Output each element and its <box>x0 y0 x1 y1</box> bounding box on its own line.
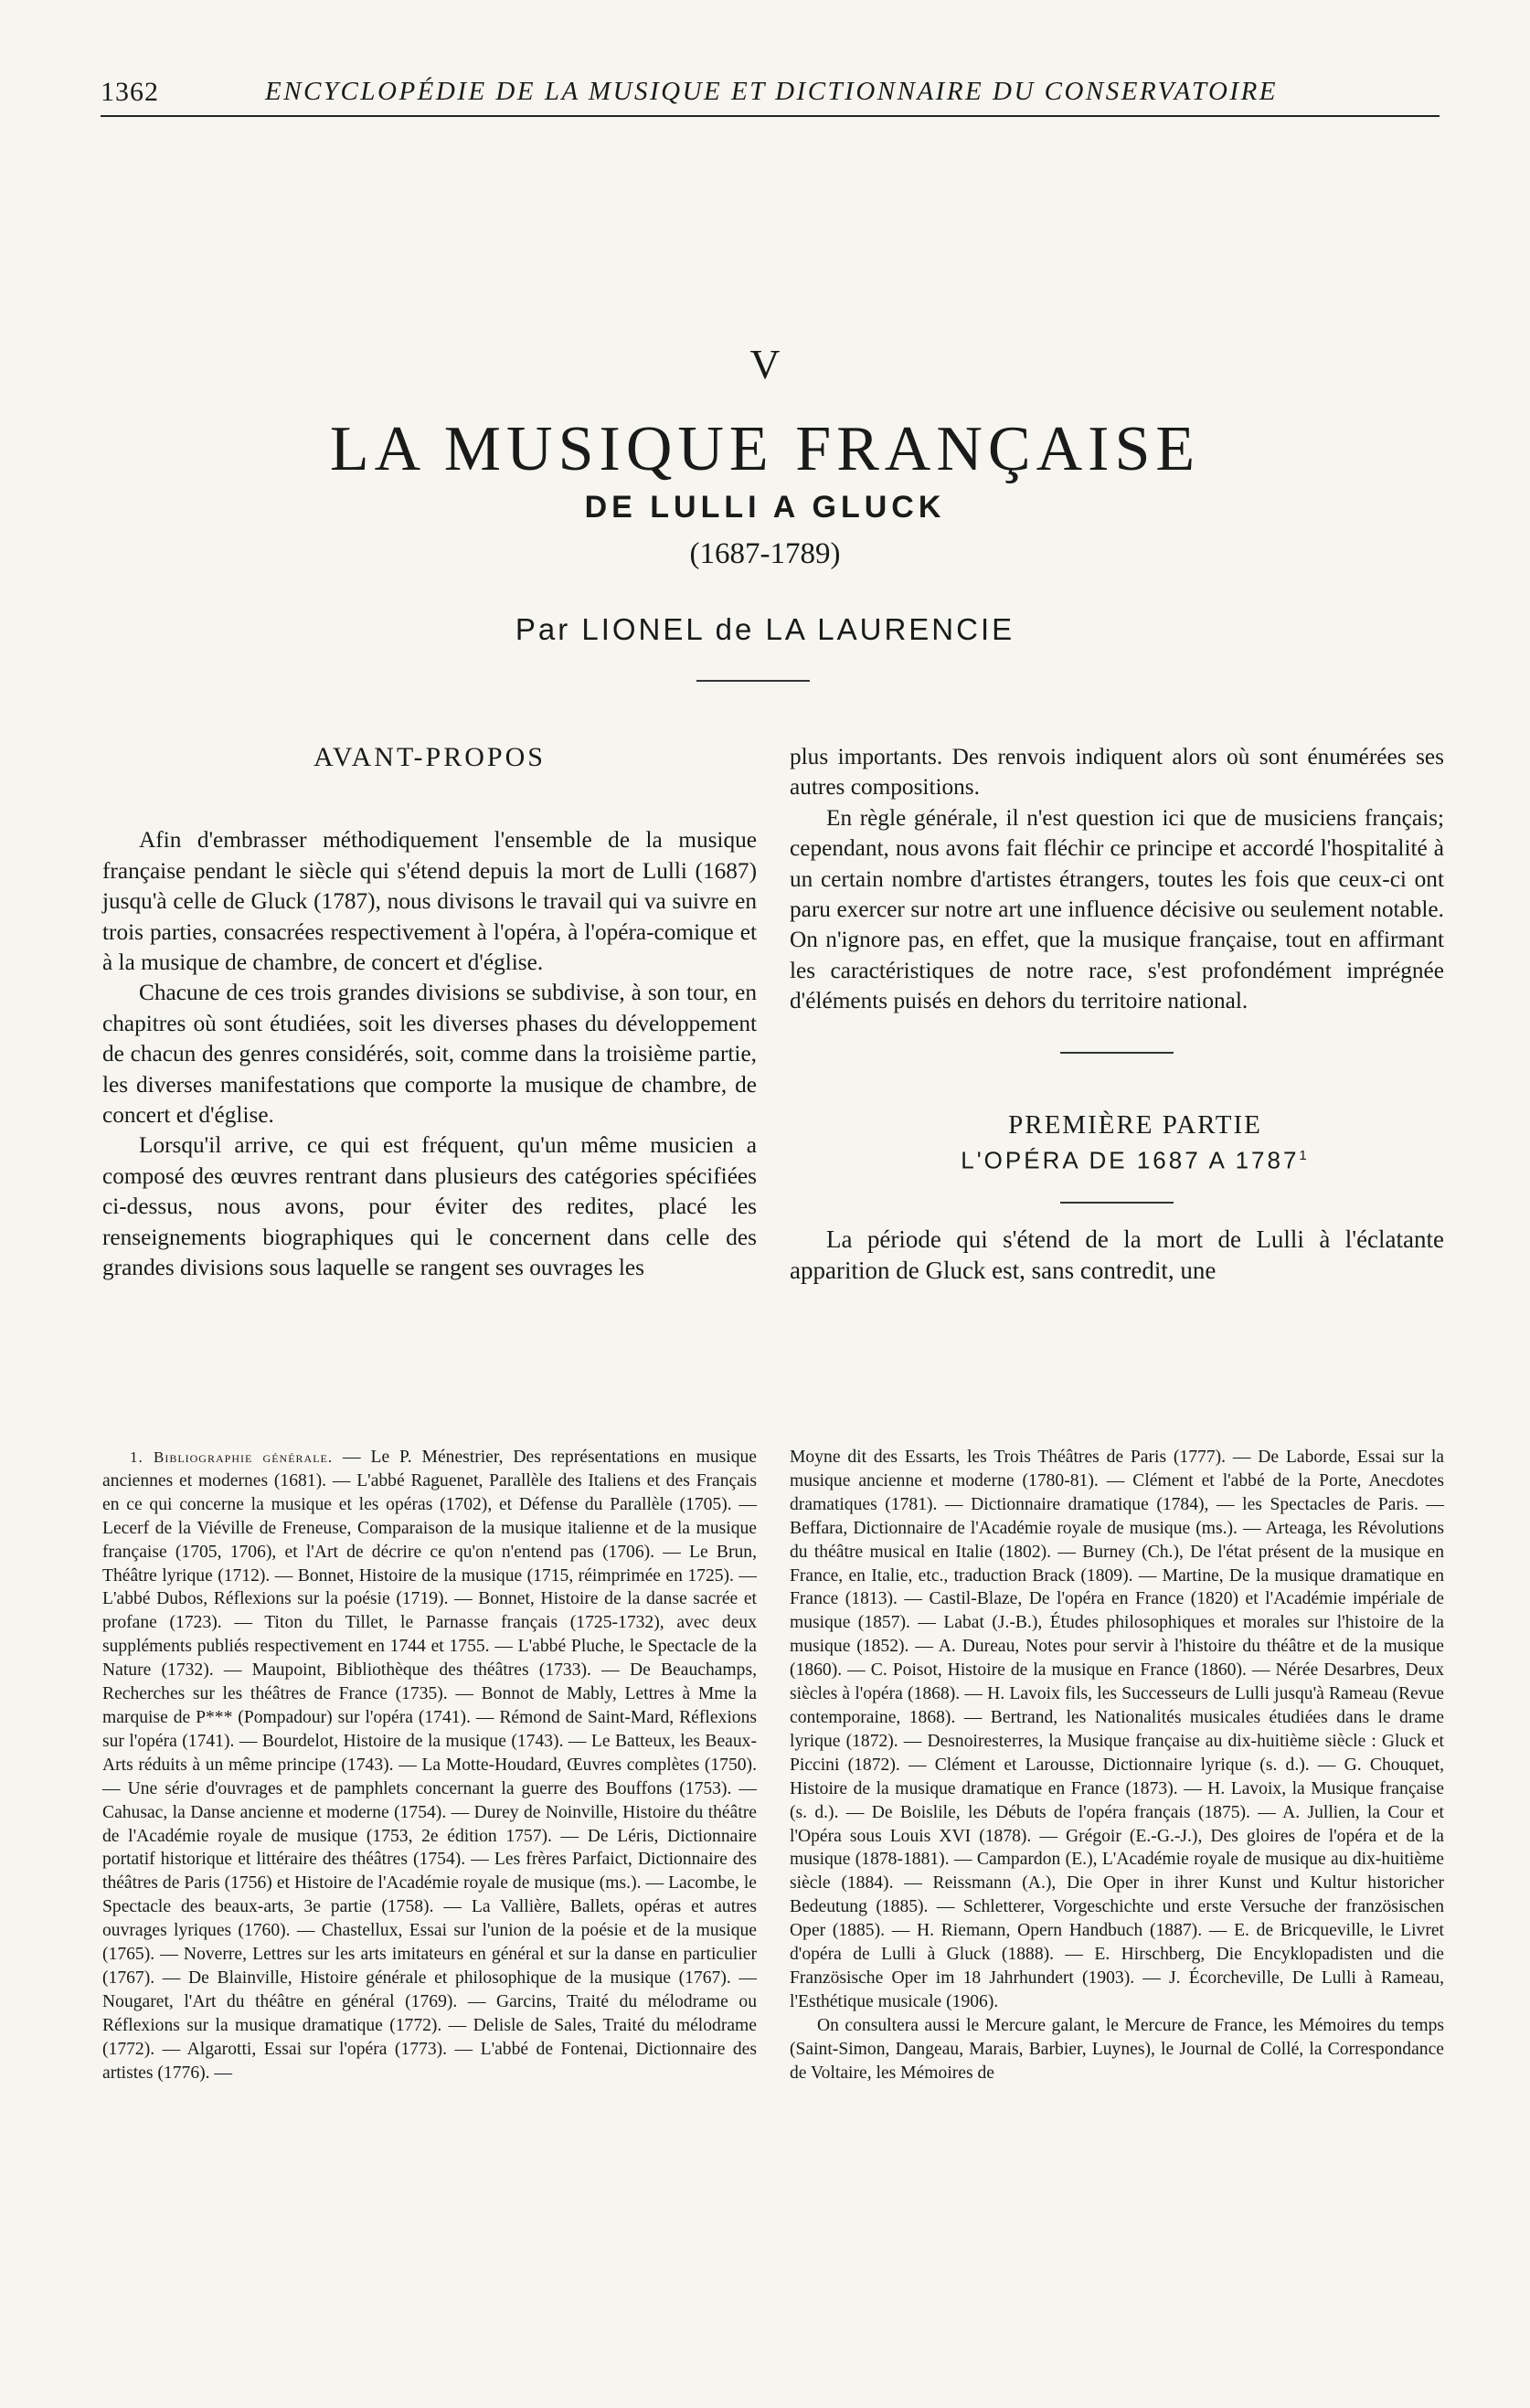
paragraph: Afin d'embrasser méthodiquement l'ensemble de la musique française pendant le siècle qui s'étend depuis la mort de Lulli (1687) jusqu'à celle de Gluck (1787), nous divisons le travail qui va suivre en trois parties, consacrées respectivement à l'opéra, à l'opéra-comique et à la musique de chambre, de concert et d'église. <box>102 827 757 976</box>
part-subheading <box>790 1140 1444 1176</box>
footnote-marker: 1 <box>1299 1148 1310 1164</box>
paragraph: Lorsqu'il arrive, ce qui est fréquent, qu'un même musicien a composé des œuvres rentrant dans plusieurs des catégories spécifiées ci-dessus, nous avons, pour éviter des redites, placé les renseignements biographiques qui le concernent dans celle des grandes divisions sous laquelle se rangent ses ouvrages les <box>102 1132 757 1281</box>
footnote-continuation: Moyne dit des Essarts, les Trois Théâtres de Paris (1777). — De Laborde, Essai sur la musique ancienne et moderne (1780-81). — Clément et l'abbé de la Porte, Anecdotes dramatiques (1781). — Dictionnaire dramatique (1784), — les Spectacles de Paris. — Beffara, Dictionnaire de l'Académie royale de musique (ms.). — Arteaga, les Révolutions du théâtre musical en Italie (1802). — Burney (Ch.), De l'état présent de la musique en France, en Italie, etc., traduction Brack (1809). — Martine, De la musique dramatique en France (1813). — Castil-Blaze, De l'opéra en France (1820) et l'Académie impériale de musique (1857). — Labat (J.-B.), Études philosophiques et morales sur l'histoire de la musique (1852). — A. Dureau, Notes pour servir à l'histoire du théâtre et de la musique (1860). — C. Poisot, Histoire de la musique en France (1860). — Nérée Desarbres, Deux siècles à l'opéra (1868). — H. Lavoix fils, les Successeurs de Lulli jusqu'à Rameau (Revue contemporaine, 1868). — Bertrand, les Nationalités musicales étudiées dans le drame lyrique (1872). — Desnoiresterres, la Musique française au dix-huitième siècle : Gluck et Piccini (1872). — Clément et Larousse, Dictionnaire lyrique (s. d.). — G. Chouquet, Histoire de la musique dramatique en France (1873). — H. Lavoix, la Musique française (s. d.). — De Boislile, les Débuts de l'opéra français (1875). — A. Jullien, la Cour et l'Opéra sous Louis XVI (1878). — Grégoir (E.-G.-J.), Des gloires de l'opéra et de la musique (1878-1881). — Campardon (E.), L'Académie royale de musique au dix-huitième siècle (1884). — Reissmann (A.), Die Oper in ihrer Kunst und Kultur historicher Bedeutung (1885). — Schletterer, Vorgeschichte und erste Versuche der französischen Oper (1885). — H. Riemann, Opern Handbuch (1887). — E. de Bricqueville, le Livret d'opéra de Lulli à Gluck (1888). — E. Hirschberg, Die Encyklopadisten und die Französische Oper im 18 Jahrhundert (1903). — J. Écorcheville, De Lulli à Rameau, l'Esthétique musicale (1906). <box>790 1448 1444 2011</box>
paragraph: La période qui s'étend de la mort de Lulli à l'éclatante apparition de Gluck est, sans contredit, une <box>790 1225 1444 1285</box>
paragraph: En règle générale, il n'est question ici que de musiciens français; cependant, nous avons fait fléchir ce principe et accordé l'hospitalité à un certain nombre d'artistes étrangers, toutes les fois que ceux-ci ont paru exercer sur notre art une influence décisive ou seulement notable. On n'ignore pas, en effet, que la musique française, tout en affirmant les caractéristiques de notre race, s'est profondément imprégnée d'éléments puisés en dehors du territoire national. <box>790 804 1444 1014</box>
footnote-continuation-2: On consultera aussi le Mercure galant, le Mercure de France, les Mémoires du temps (Saint-Simon, Dangeau, Marais, Barbier, Luynes), le Journal de Collé, la Correspondance de Voltaire, les Mémoires de <box>790 2015 1444 2083</box>
chapter-title: LA MUSIQUE FRANÇAISE <box>329 414 1201 484</box>
page-number: 1362 <box>101 77 159 107</box>
footnote-label: 1. Bibliographie générale. <box>130 1448 334 1466</box>
right-column <box>790 742 1444 1286</box>
left-column <box>102 742 757 1284</box>
paragraph: Chacune de ces trois grandes divisions se subdivise, à son tour, en chapitres où sont étudiées, soit les diverses phases du développement de chacun des genres considérés, soit, comme dans la troisième partie, les diverses manifestations que comporte la musique de chambre, de concert et d'église. <box>102 980 757 1129</box>
chapter-subtitle: DE LULLI A GLUCK <box>584 490 946 525</box>
chapter-number: V <box>749 341 781 387</box>
author-line: Par LIONEL de LA LAURENCIE <box>515 612 1015 646</box>
part-rule <box>1060 1202 1174 1204</box>
footnotes-left <box>102 1446 757 2084</box>
part-heading: PREMIÈRE PARTIE <box>1008 1109 1262 1140</box>
header-rule <box>101 115 1440 117</box>
section-heading-avant-propos: AVANT-PROPOS <box>313 742 546 772</box>
footnote-bibliography <box>102 1446 757 2084</box>
chapter-dates: (1687-1789) <box>689 537 841 570</box>
running-title: ENCYCLOPÉDIE DE LA MUSIQUE ET DICTIONNAIRE DU CONSERVATOIRE <box>265 77 1278 106</box>
footnote-text: — Le P. Ménestrier, Des représentations en musique anciennes et modernes (1681). — L'abbé Raguenet, Parallèle des Italiens et des Français en ce qui concerne la musique et les opéras (1702), et Défense du Parallèle (1705). — Lecerf de la Viéville de Freneuse, Comparaison de la musique italienne et de la musique française (1705, 1706), et l'Art de décrire ce qu'on n'entend pas (1706). — Le Brun, Théâtre lyrique (1712). — Bonnet, Histoire de la musique (1715, réimprimée en 1725). — L'abbé Dubos, Réflexions sur la poésie (1719). — Bonnet, Histoire de la danse sacrée et profane (1723). — Titon du Tillet, le Parnasse français (1725-1732), avec deux suppléments publiés respectivement en 1744 et 1755. — L'abbé Pluche, le Spectacle de la Nature (1732). — Maupoint, Bibliothèque des théâtres (1733). — De Beauchamps, Recherches sur les théâtres de France (1735). — Bonnot de Mably, Lettres à Mme la marquise de P*** (Pompadour) sur l'opéra (1741). — Rémond de Saint-Mard, Réflexions sur l'opéra (1741). — Bourdelot, Histoire de la musique (1743). — Le Batteux, les Beaux-Arts réduits à un même principe (1743). — La Motte-Houdard, Œuvres complètes (1750). — Une série d'ouvrages et de pamphlets concernant la guerre des Bouffons (1753). — Cahusac, la Danse ancienne et moderne (1754). — Durey de Noinville, Histoire du théâtre de l'Académie royale de musique (1753, 2e édition 1757). — De Léris, Dictionnaire portatif historique et littéraire des théâtres (1754). — Les frères Parfaict, Dictionnaire des théâtres de Paris (1756) et Histoire de l'Académie royale de musique (ms.). — Lacombe, le Spectacle des beaux-arts, 3e partie (1758). — La Vallière, Ballets, opéras et autres ouvrages lyriques (1760). — Chastellux, Essai sur l'union de la poésie et de la musique (1765). — Noverre, Lettres sur les arts imitateurs en général et sur la danse en particulier (1767). — De Blainville, Histoire générale et philosophique de la musique (1767). — Nougaret, l'Art du théâtre en général (1769). — Garcins, Traité du mélodrame ou Réflexions sur la musique dramatique (1772). — Delisle de Sales, Traité du mélodrame (1772). — Algarotti, Essai sur l'opéra (1773). — L'abbé de Fontenai, Dictionnaire des artistes (1776). — <box>102 1448 757 2083</box>
title-rule <box>696 680 810 682</box>
running-head <box>101 77 1444 113</box>
paragraph: plus importants. Des renvois indiquent alors où sont énumérées ses autres compositions. <box>790 744 1444 801</box>
footnotes-right <box>790 1446 1444 2084</box>
part-subheading-text: L'OPÉRA DE 1687 A 1787 <box>961 1146 1300 1174</box>
section-rule <box>1060 1052 1174 1054</box>
